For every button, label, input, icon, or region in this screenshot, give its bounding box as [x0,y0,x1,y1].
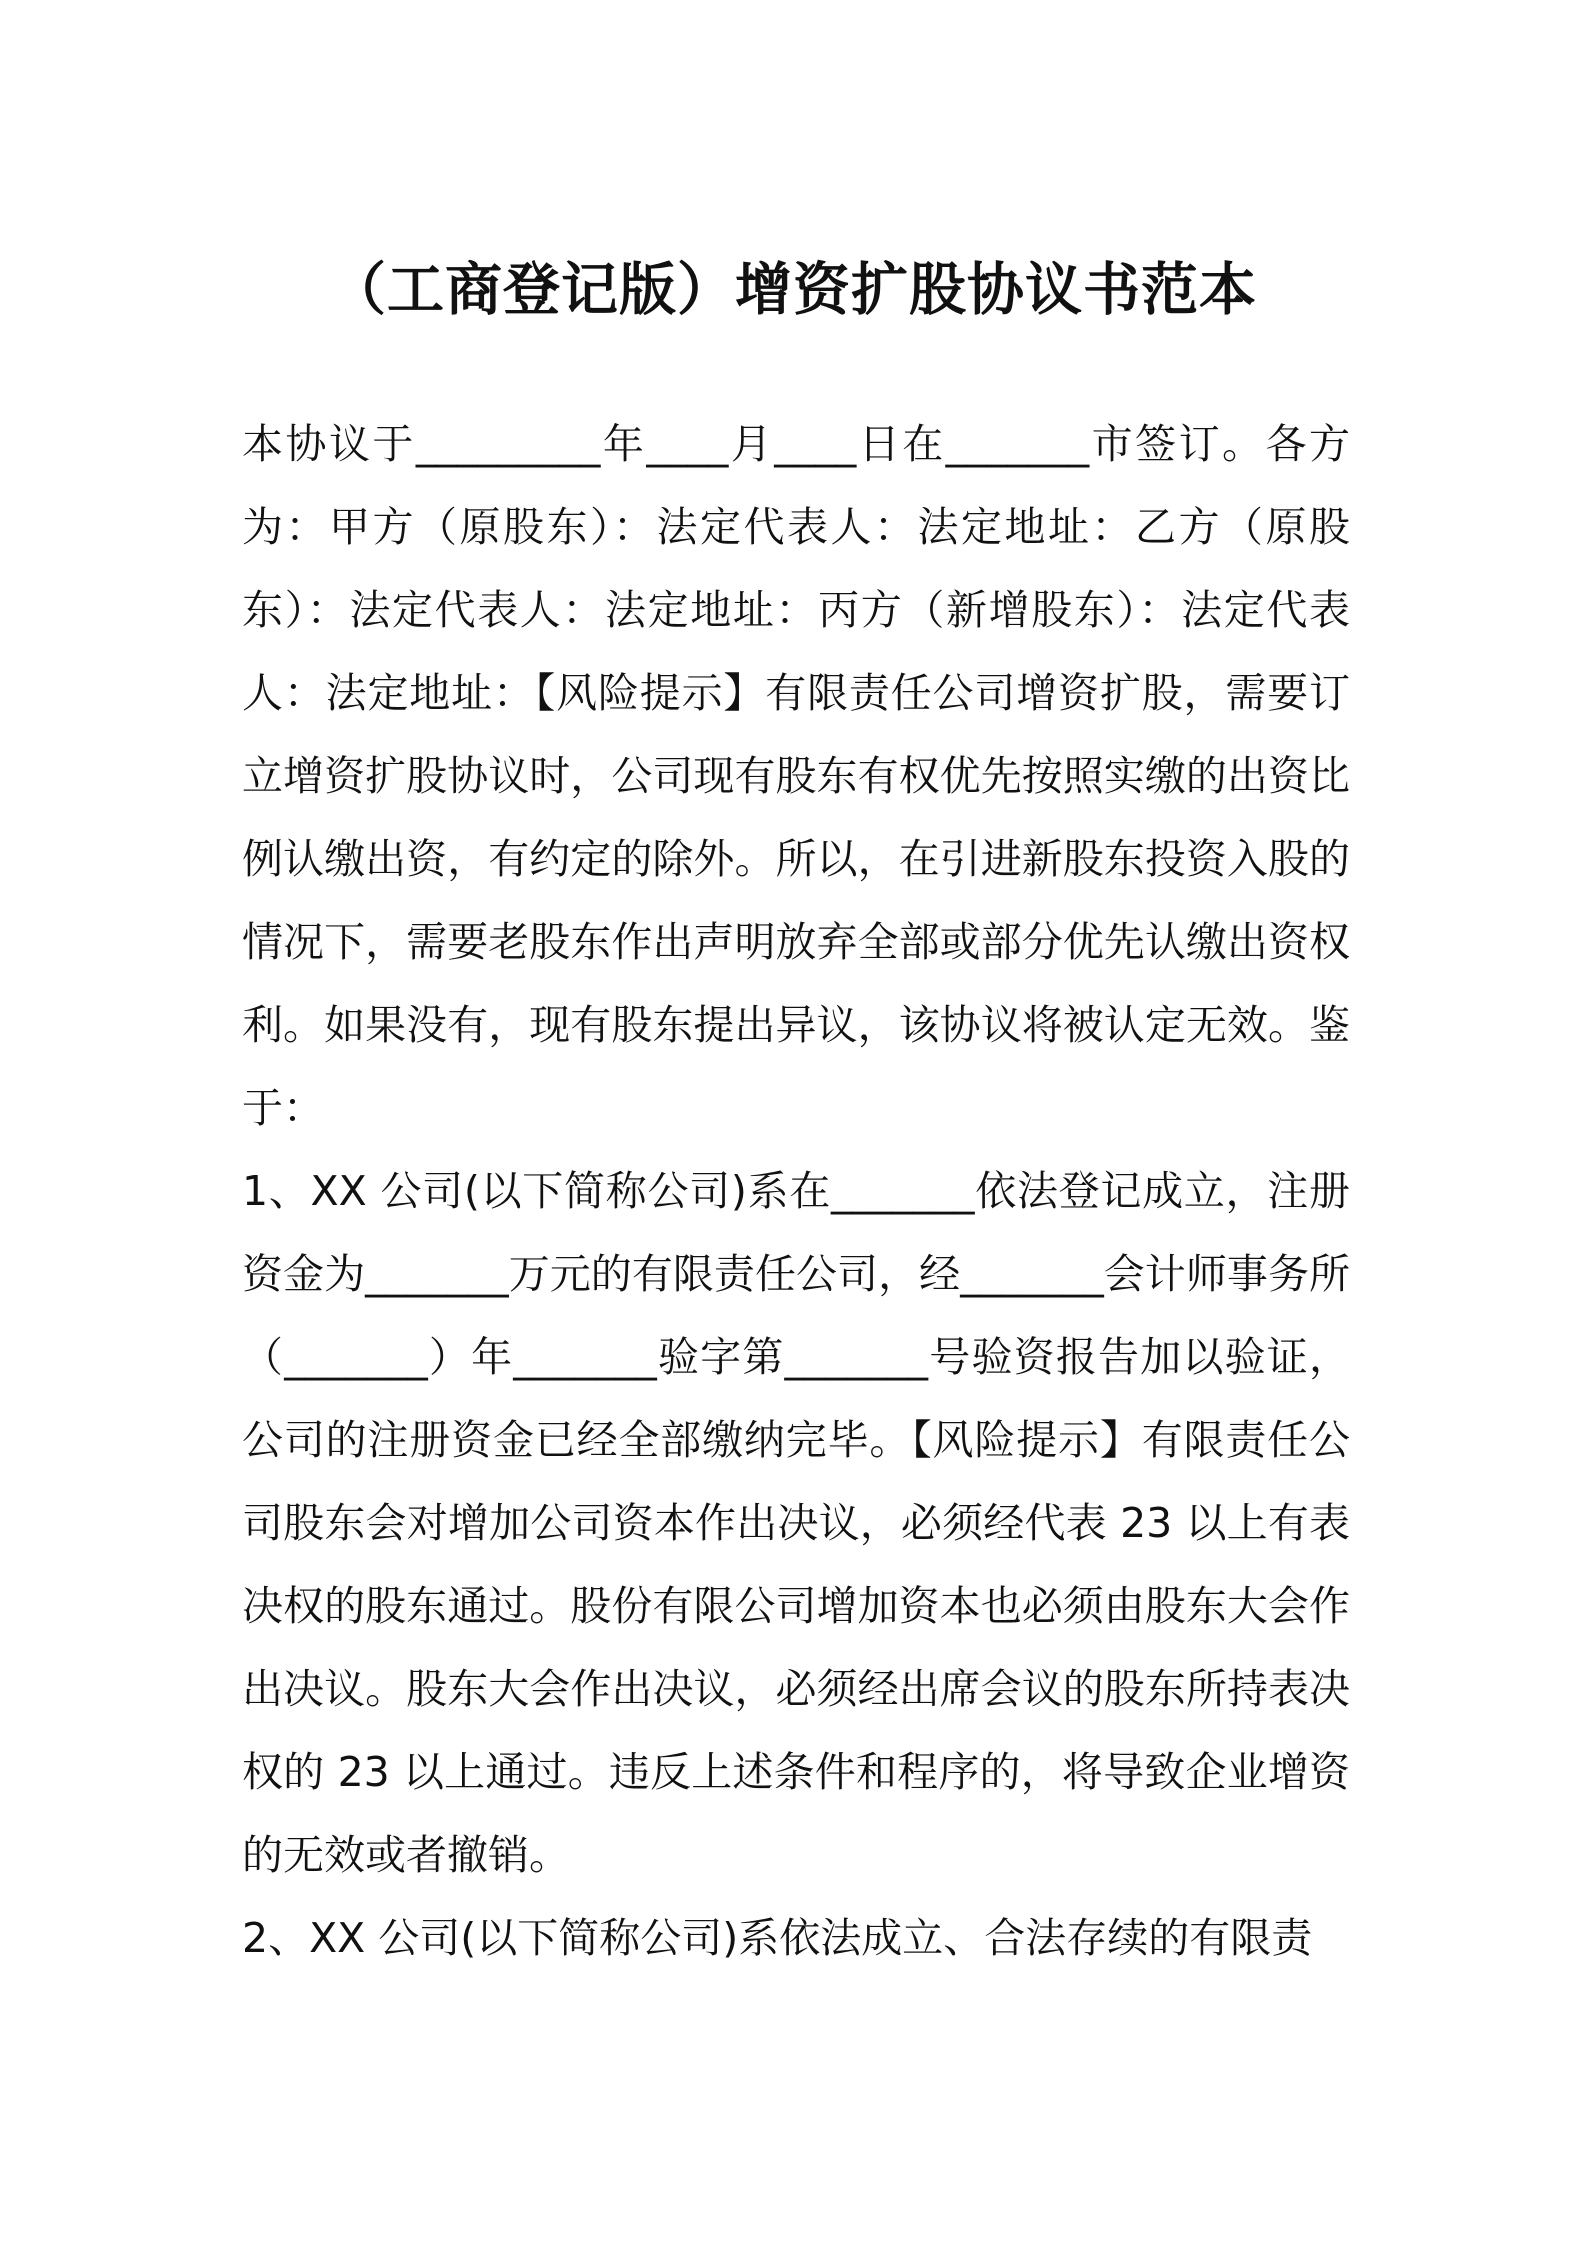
paragraph-clause-2: 2、XX 公司(以下简称公司)系依法成立、合法存续的有限责 [242,1914,1313,1962]
document-body [242,403,1350,1980]
paragraph-clause-1: 1、XX 公司(以下简称公司)系在_______依法登记成立，注册资金为_______万元的有限责任公司，经_______会计师事务所（_______）年_______验字第_______号验资报告加以验证，公司的注册资金已经全部缴纳完毕。【风险提示】有限责任公司股东会对增加公司资本作出决议，必须经代表 23 以上有表决权的股东通过。股份有限公司增加资本也必须由股东大会作出决议。股东大会作出决议，必须经出席会议的股东所持表决权的 23 以上通过。违反上述条件和程序的，将导致企业增资的无效或者撤销。 [242,1167,1350,1879]
paragraph-intro: 本协议于_________年____月____日在_______市签订。各方为：甲方（原股东）：法定代表人：法定地址：乙方（原股东）：法定代表人：法定地址：丙方（新增股东）：法定代表人：法定地址：【风险提示】有限责任公司增资扩股，需要订立增资扩股协议时，公司现有股东有权优先按照实缴的出资比例认缴出资，有约定的除外。所以，在引进新股东投资入股的情况下，需要老股东作出声明放弃全部或部分优先认缴出资权利。如果没有，现有股东提出异议，该协议将被认定无效。鉴于： [242,420,1350,1132]
document-title: （工商登记版）增资扩股协议书范本 [329,257,1257,323]
